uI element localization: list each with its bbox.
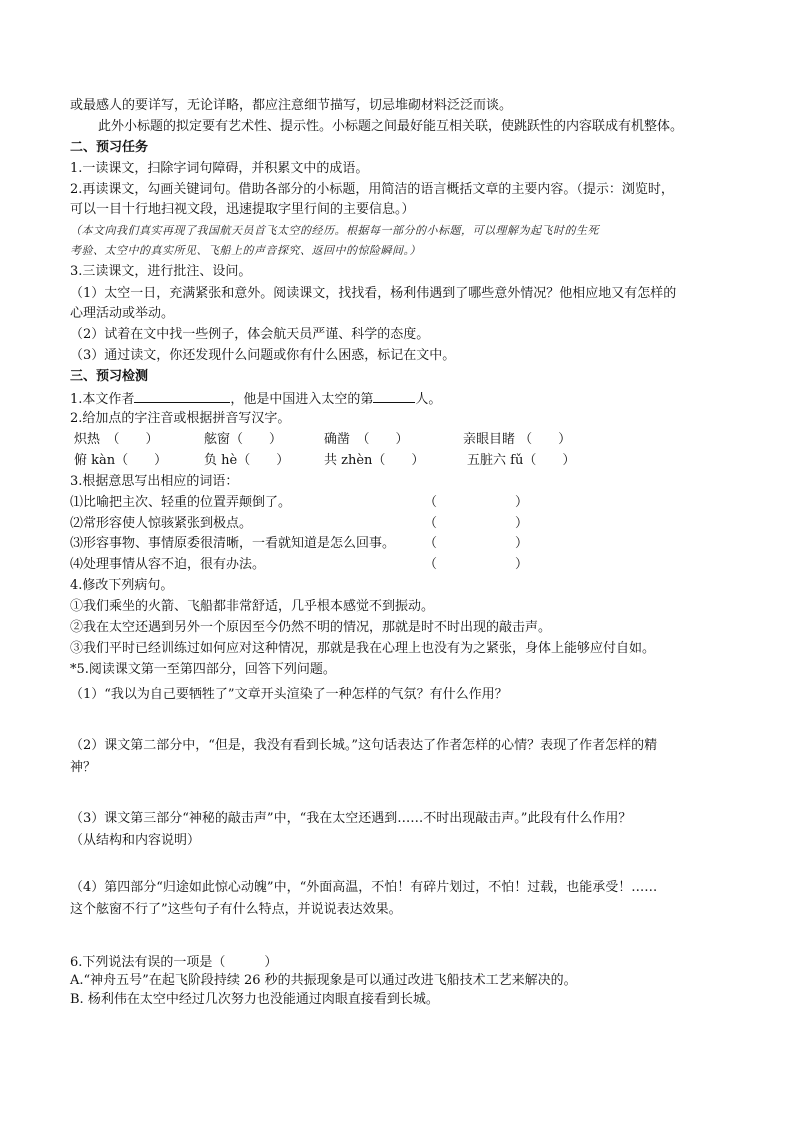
answer-note-line-1: （本文向我们真实再现了我国航天员首飞太空的经历。根据每一部分的小标题，可以理解为起飞时的生死 [70, 224, 599, 237]
question-1-part-b: ，他是中国进入太空的第 [230, 392, 374, 407]
intro-line-2: 此外小标题的拟定要有艺术性、提示性。小标题之间最好能互相关联，使跳跃性的内容联成有机整体。 [98, 119, 684, 134]
pinyin-item: 俯 kàn（ ） [74, 453, 168, 468]
sick-sentence: ②我在太空还遇到另外一个原因至今仍然不明的情况，那就是时不时出现的敲击声。 [70, 620, 552, 635]
question-4: 4.修改下列病句。 [70, 578, 174, 593]
definition: ⑷处理事情从容不迫，很有办法。 [70, 557, 266, 572]
answer-paren[interactable]: （ ） [424, 536, 529, 551]
question-5-3-line-1: （3）课文第三部分“神秘的敲击声”中，“我在太空还遇到……不时出现敲击声。”此段有什么作用？ [70, 811, 632, 826]
sick-sentence: ③我们平时已经训练过如何应对这种情况，那就是我在心理上也没有为之紧张，身体上能够应付自如。 [70, 641, 656, 656]
pinyin-item: 共 zhèn（ ） [324, 453, 425, 468]
question-5-3-line-2: （从结构和内容说明） [70, 833, 201, 848]
section-3-heading: 三、预习检测 [70, 369, 149, 384]
answer-paren[interactable]: （ ） [424, 557, 529, 572]
question-6: 6.下列说法有误的一项是（ ） [70, 955, 278, 970]
question-1-part-c: 人。 [415, 392, 442, 407]
question-1 [70, 389, 441, 409]
question-5: *5.阅读课文第一至第四部分，回答下列问题。 [70, 662, 336, 677]
task-3-1-line-2: 心理活动或举动。 [70, 306, 175, 321]
task-2-line-2: 可以一目十行地扫视文段，迅速提取字里行间的主要信息。） [70, 202, 415, 217]
question-5-4-line-1: （4）第四部分“归途如此惊心动魄”中，“外面高温，不怕！有碎片划过，不怕！过载，也能承受！…… [70, 880, 658, 895]
question-3: 3.根据意思写出相应的词语： [70, 474, 239, 489]
answer-paren[interactable]: （ ） [424, 495, 529, 510]
answer-paren[interactable]: （ ） [424, 516, 529, 531]
option-a: A.“神舟五号”在起飞阶段持续 26 秒的共振现象是可以通过改进飞船技术工艺来解决的。 [70, 973, 577, 988]
task-3-1-line-1: （1）太空一日，充满紧张和意外。阅读课文，找找看，杨利伟遇到了哪些意外情况？他相应地又有怎样的 [70, 286, 677, 301]
pinyin-item: 炽热 （ ） [74, 432, 159, 447]
definition: ⑶形容事物、事情原委很清晰，一看就知道是怎么回事。 [70, 536, 396, 551]
pinyin-item: 五脏六 fǔ（ ） [467, 453, 576, 468]
question-5-2-line-1: （2）课文第二部分中，“但是，我没有看到长城。”这句话表达了作者怎样的心情？表现了作者怎样的精 [70, 738, 658, 753]
pinyin-item: 确凿 （ ） [324, 432, 409, 447]
rank-blank[interactable] [373, 389, 415, 403]
author-blank[interactable] [134, 389, 230, 403]
option-b: B. 杨利伟在太空中经过几次努力也没能通过肉眼直接看到长城。 [70, 992, 439, 1007]
definition: ⑵常形容使人惊骇紧张到极点。 [70, 516, 253, 531]
task-3-3: （3）通过读文，你还发现什么问题或你有什么困惑，标记在文中。 [70, 348, 456, 363]
sick-sentence: ①我们乘坐的火箭、飞船都非常舒适，几乎根本感觉不到振动。 [70, 599, 435, 614]
task-2-line-1: 2.再读课文，勾画关键词句。借助各部分的小标题，用简洁的语言概括文章的主要内容。（提示：浏览时， [70, 182, 674, 197]
task-3-2: （2）试着在文中找一些例子，体会航天员严谨、科学的态度。 [70, 327, 430, 342]
question-2: 2.给加点的字注音或根据拼音写汉字。 [70, 411, 291, 426]
pinyin-item: 舷窗（ ） [204, 432, 283, 447]
intro-line-1: 或最感人的要详写，无论详略，都应注意细节描写，切忌堆砌材料泛泛而谈。 [70, 98, 513, 113]
question-5-1: （1）“我以为自己要牺牲了”文章开头渲染了一种怎样的气氛？有什么作用？ [70, 687, 508, 702]
question-5-2-line-2: 神？ [70, 760, 97, 775]
question-1-part-a: 1.本文作者 [70, 392, 135, 407]
task-1: 1.一读课文，扫除字词句障碍，并积累文中的成语。 [70, 161, 369, 176]
question-5-4-line-2: 这个舷窗不行了”这些句子有什么特点，并说说表达效果。 [70, 902, 402, 917]
pinyin-item: 亲眼目睹 （ ） [463, 432, 572, 447]
task-3: 3.三读课文，进行批注、设问。 [70, 264, 252, 279]
section-2-heading: 二、预习任务 [70, 140, 149, 155]
answer-note-line-2: 考验、太空中的真实所见、飞船上的声音探究、返回中的惊险瞬间。） [70, 244, 421, 257]
pinyin-item: 负 hè（ ） [204, 453, 290, 468]
definition: ⑴比喻把主次、轻重的位置弄颠倒了。 [70, 495, 292, 510]
